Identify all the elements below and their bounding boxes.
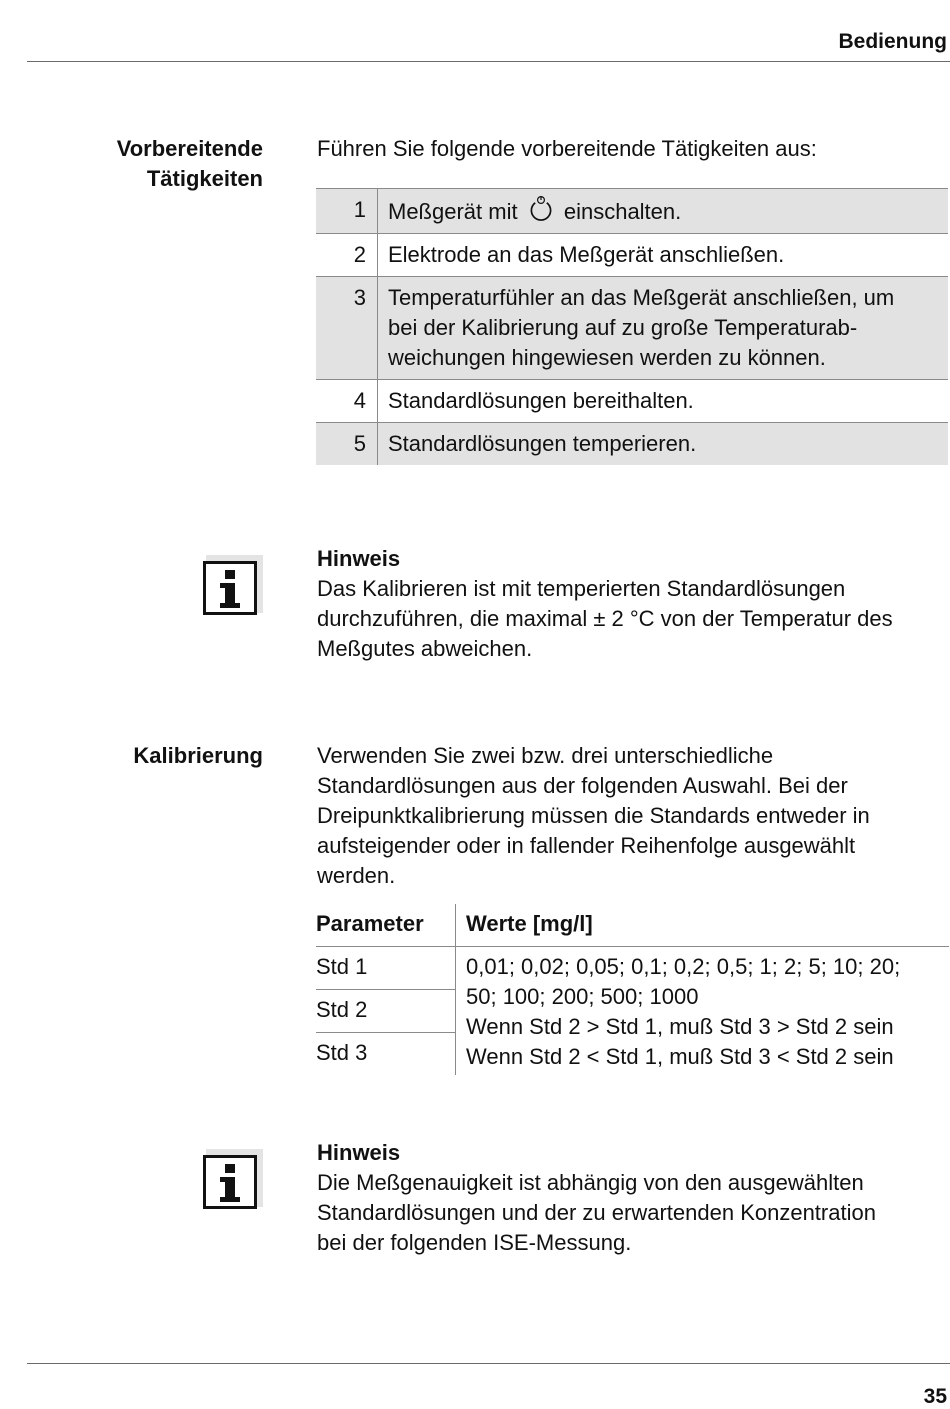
step-text-line: weichungen hingewiesen werden zu können. xyxy=(388,345,826,370)
parameter-cell: Std 3 xyxy=(316,1033,456,1076)
step-text: Elektrode an das Meßgerät anschließen. xyxy=(378,234,949,277)
note-block xyxy=(317,544,950,664)
running-header: Bedienung xyxy=(838,30,947,53)
side-heading-preparation xyxy=(117,134,263,194)
note-text-line: Standardlösungen und der zu erwartenden Konzentration xyxy=(317,1200,876,1225)
step-number: 4 xyxy=(316,380,378,423)
table-header-row xyxy=(316,904,949,947)
side-heading-line: Tätigkeiten xyxy=(146,166,263,191)
paragraph-line: Standardlösungen aus der folgenden Auswahl. Bei der xyxy=(317,773,848,798)
step-text-after: einschalten. xyxy=(563,199,682,224)
preparation-intro: Führen Sie folgende vorbereitende Tätigkeiten aus: xyxy=(317,136,817,161)
info-icon xyxy=(203,555,263,617)
steps-table xyxy=(316,188,948,465)
parameter-cell: Std 2 xyxy=(316,990,456,1033)
column-header-values: Werte [mg/l] xyxy=(466,911,593,936)
paragraph-line: Dreipunktkalibrierung müssen die Standards entweder in xyxy=(317,803,870,828)
step-text xyxy=(378,277,949,380)
note-text-line: Meßgutes abweichen. xyxy=(317,636,533,661)
header-rule xyxy=(27,61,950,62)
step-row xyxy=(316,234,948,277)
step-number: 3 xyxy=(316,277,378,380)
calibration-text xyxy=(317,741,950,891)
step-text: Standardlösungen bereithalten. xyxy=(378,380,949,423)
values-line: 0,01; 0,02; 0,05; 0,1; 0,2; 0,5; 1; 2; 5; 10; 20; xyxy=(466,954,901,979)
step-number: 1 xyxy=(316,189,378,234)
values-cell xyxy=(456,947,950,1076)
step-row xyxy=(316,380,948,423)
power-icon xyxy=(527,195,555,225)
side-heading-calibration: Kalibrierung xyxy=(133,743,263,768)
values-line: Wenn Std 2 < Std 1, muß Std 3 < Std 2 sein xyxy=(466,1044,894,1069)
step-row xyxy=(316,423,948,466)
side-heading-line: Vorbereitende xyxy=(116,136,263,161)
footer-rule xyxy=(27,1363,950,1364)
paragraph-line: werden. xyxy=(317,863,396,888)
page-number: 35 xyxy=(923,1385,947,1408)
step-number: 5 xyxy=(316,423,378,466)
step-row xyxy=(316,277,948,380)
step-text-line: bei der Kalibrierung auf zu große Temperaturab- xyxy=(388,315,858,340)
values-line: Wenn Std 2 > Std 1, muß Std 3 > Std 2 sein xyxy=(466,1014,894,1039)
step-row xyxy=(316,189,948,234)
step-number: 2 xyxy=(316,234,378,277)
step-text-before: Meßgerät mit xyxy=(388,199,518,224)
parameter-cell: Std 1 xyxy=(316,947,456,990)
note-text-line: Die Meßgenauigkeit ist abhängig von den ausgewählten xyxy=(317,1170,864,1195)
note-block xyxy=(317,1138,950,1258)
note-text-line: Das Kalibrieren ist mit temperierten Standardlösungen xyxy=(317,576,846,601)
column-header-parameter: Parameter xyxy=(316,904,456,947)
step-text xyxy=(378,189,949,234)
note-text-line: bei der folgenden ISE-Messung. xyxy=(317,1230,632,1255)
step-text: Standardlösungen temperieren. xyxy=(378,423,949,466)
note-text-line: durchzuführen, die maximal ± 2 °C von der Temperatur des xyxy=(317,606,893,631)
step-text-line: Temperaturfühler an das Meßgerät anschließen, um xyxy=(388,285,895,310)
note-title: Hinweis xyxy=(317,546,401,571)
values-line: 50; 100; 200; 500; 1000 xyxy=(466,984,699,1009)
table-row xyxy=(316,947,949,990)
paragraph-line: Verwenden Sie zwei bzw. drei unterschiedliche xyxy=(317,743,774,768)
paragraph-line: aufsteigender oder in fallender Reihenfolge ausgewählt xyxy=(317,833,856,858)
note-title: Hinweis xyxy=(317,1140,401,1165)
parameter-table xyxy=(316,904,949,1075)
info-icon xyxy=(203,1149,263,1211)
